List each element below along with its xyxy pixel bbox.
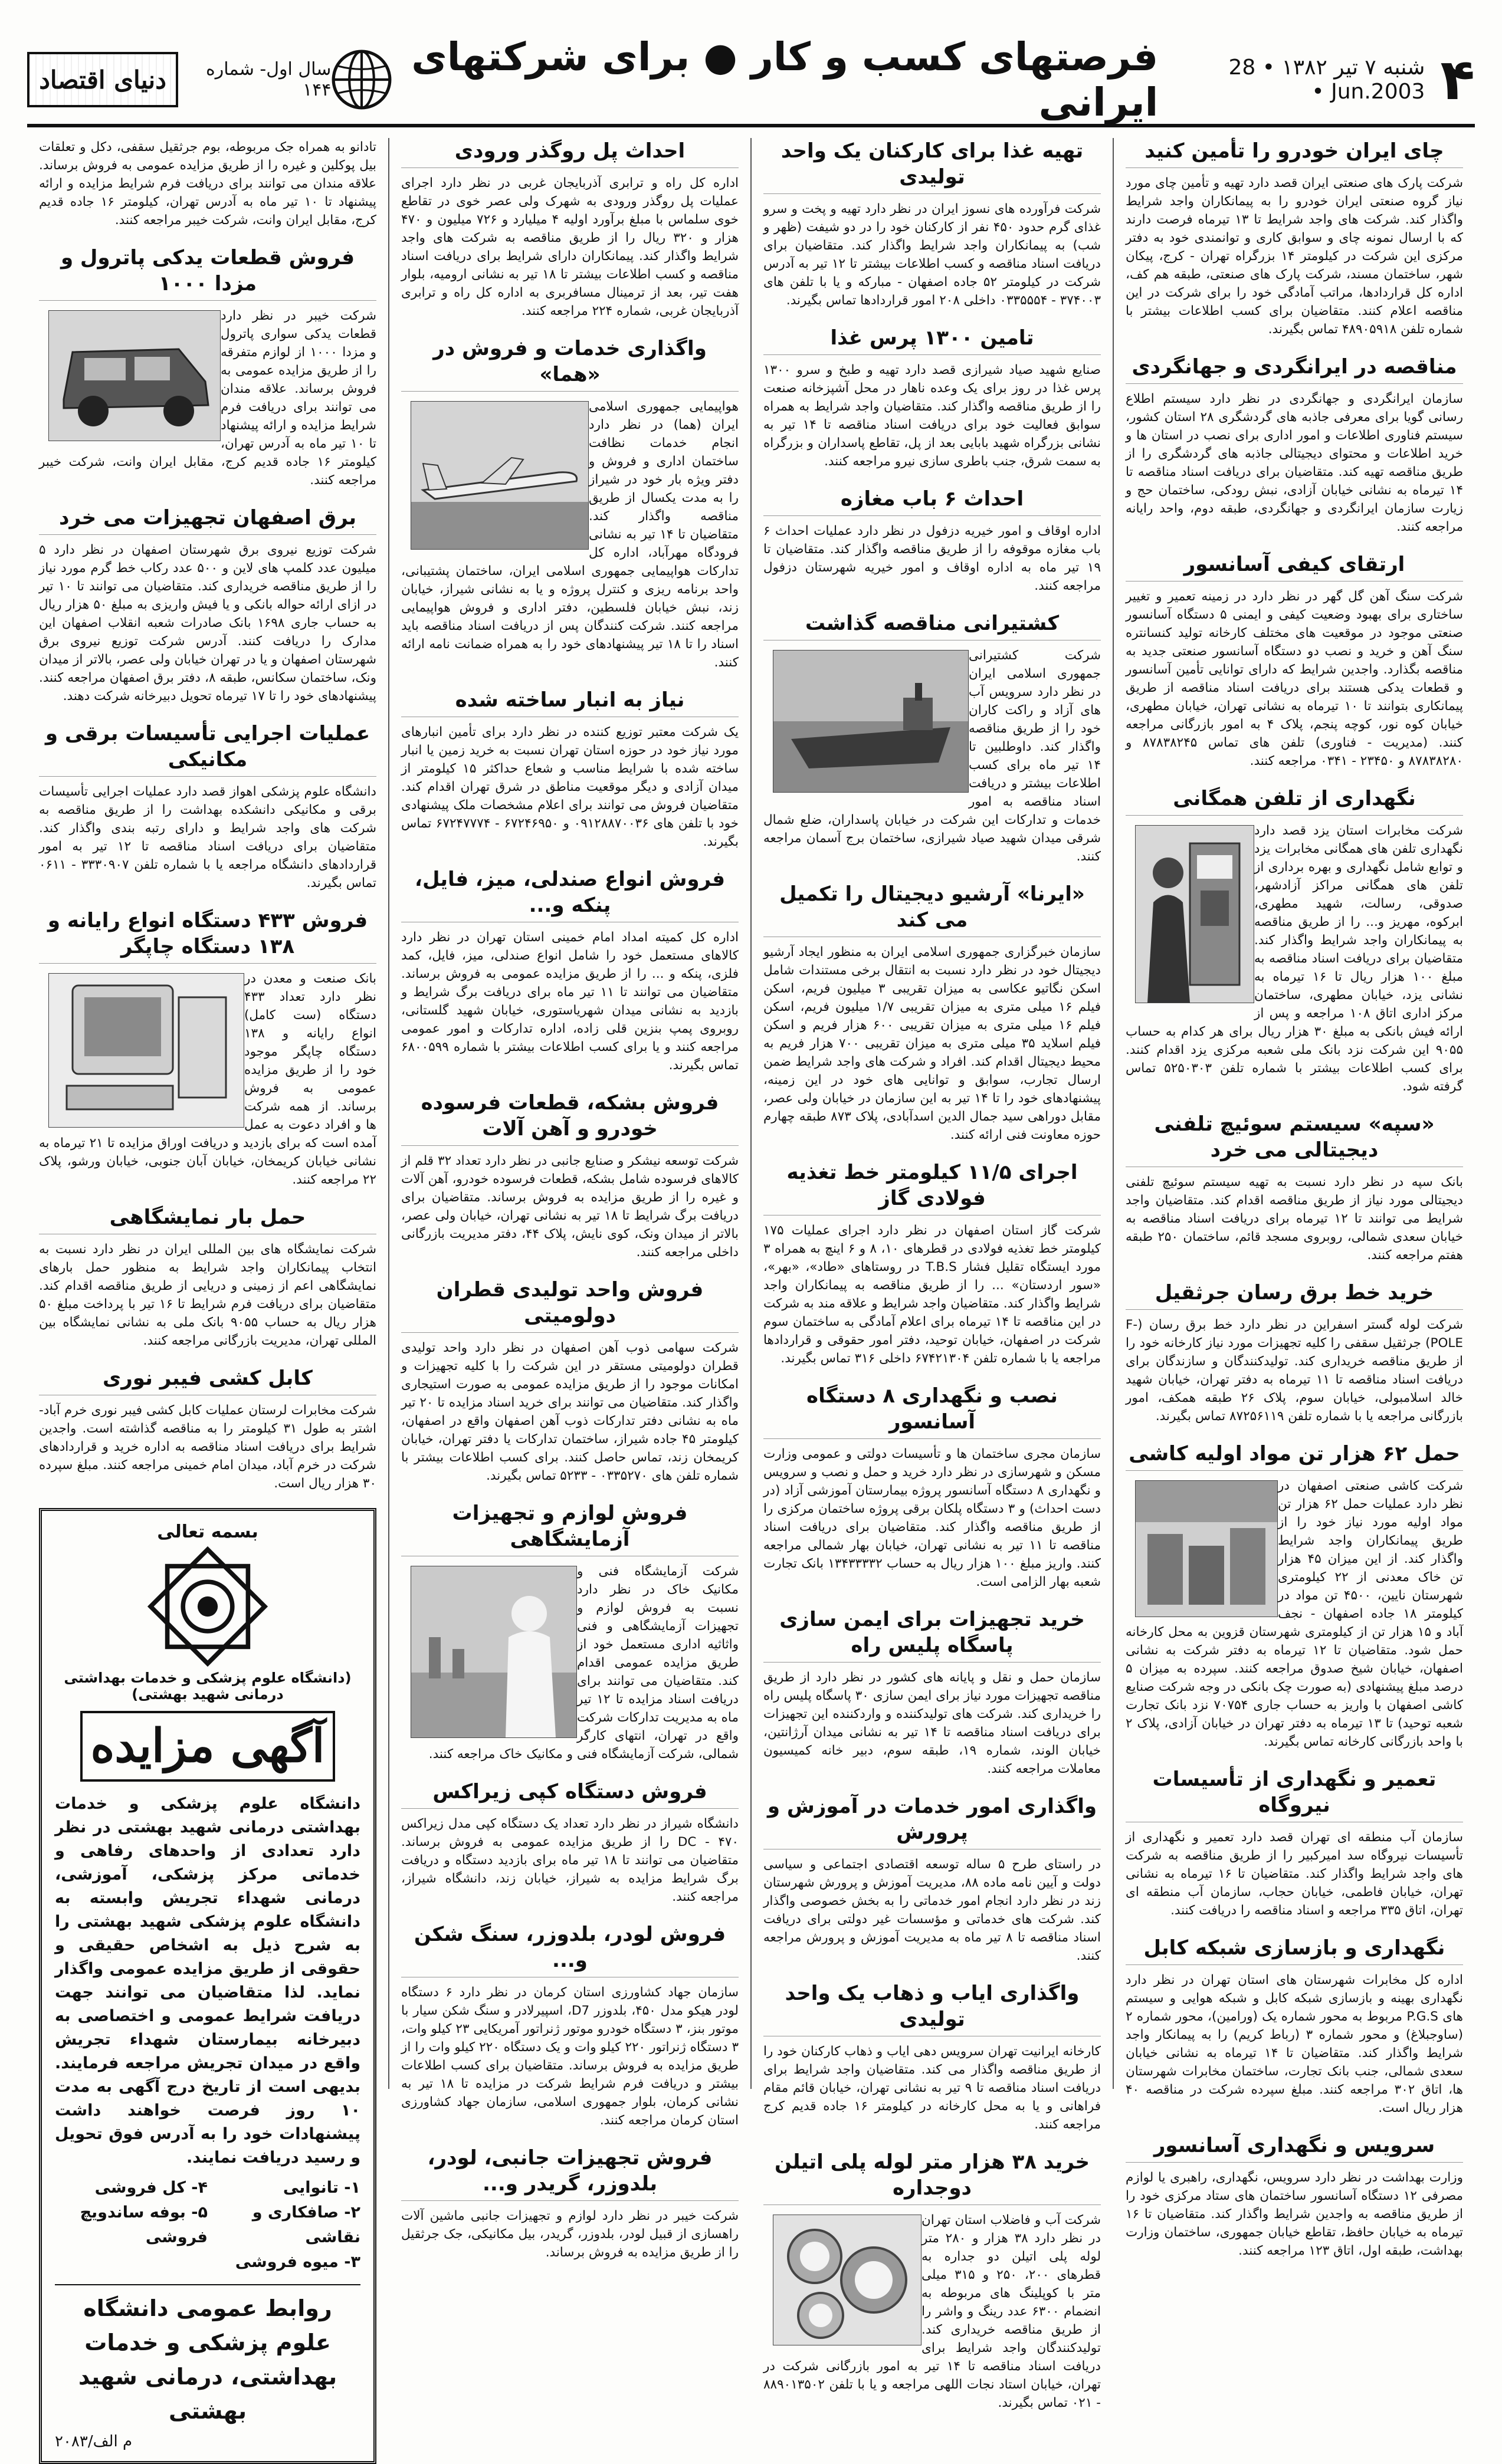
auction-notice-box [39, 1508, 376, 2464]
article-title: فروش انواع صندلی، میز، فایل، پنکه و... [401, 866, 739, 922]
article-title: مناقصه در ایرانگردی و جهانگردی [1126, 354, 1463, 384]
article-body: شرکت گاز استان اصفهان در نظر دارد اجرای عملیات ۱۷۵ کیلومتر خط تغذیه فولادی در قطرهای ۱۰، ۸ و ۶ اینچ به همراه ۳ مورد ایستگاه تقلیل فشار T.B.S در روستاهای «طاد»، «بهر»، «سور اردستان» ... را از طریق مناقصه به پیمانکاران واجد شرایط واگذار کند. متقاضیان واجد شرایط و علاقه مند به شرکت در این مناقصه تا ۱۴ تیرماه برای اعلام آمادگی به ساختمان سوم شرکت در اصفهان، خیابان توحید، دفتر امور حقوقی و قراردادها مراجعه یا با شماره تلفن ۶۷۴۲۱۳۰۴ داخلی ۳۱۶ تماس بگیرند. [763, 1223, 1101, 1366]
article-patrol-parts [39, 245, 376, 489]
tender-title: آگهی مزایده [80, 1711, 336, 1782]
article-columns [27, 138, 1475, 2450]
ship-photo [773, 650, 969, 793]
article-public-phones [1126, 786, 1463, 1096]
article-cable-network [1126, 1935, 1463, 2117]
article-polyethylene-pipes [763, 2149, 1101, 2412]
article-police-stations [763, 1606, 1101, 1778]
article-body: یک شرکت معتبر توزیع کننده در نظر دارد برای تأمین انبارهای مورد نیاز خود در حوزه استان تهران نسبت به خرید زمین یا انبار ساخته شده با شرایط مناسب و شعاع حداکثر ۱۵ کیلومتر از میدان آزادی و دیگر موقعیت مناطق در شرق تهران اقدام کند. متقاضیان فروش می توانند برای اعلام مشخصات ملک پیشنهادی خود با تلفن های ۰۹۱۲۸۸۷۰۰۳۶ و ۶۷۲۴۶۹۵۰ - ۶۷۲۴۷۷۷۴ تماس بگیرند. [401, 725, 739, 849]
article-body: شرکت توزیع نیروی برق شهرستان اصفهان در نظر دارد ۵ میلیون عدد کلمپ های لاین و ۵۰۰ عدد رکاب خط گرم مورد نیاز را از طریق مناقصه خریداری کند. متقاضیان می توانند تا ۱۰ تیر در ازای ارائه حواله بانکی و یا فیش واریزی به مبلغ ۵۰ هزار ریال به حساب جاری ۱۶۹۸ بانک صادرات شعبه انقلاب اصفهان این مدارک را دریافت کنند. آدرس شرکت توزیع نیروی برق شهرستان اصفهان و یا در تهران خیابان ولی عصر، بالاتر از میدان ونک، ساختمان سکانس، طبقه ۸، دفتر برق اصفهان مراجعه کنند. پیشنهادهای خود را تا ۱۷ تیرماه تحویل دبیرخانه شرکت دهند. [39, 543, 377, 704]
article-title: ارتقای کیفی آسانسور [1126, 551, 1463, 581]
masthead [27, 35, 1475, 127]
article-crane-power-line [1126, 1280, 1463, 1425]
article-irna-archive [763, 881, 1101, 1144]
article-title: فروش بشکه، قطعات فرسوده خودرو و آهن آلات [401, 1090, 739, 1146]
article-title: «ایرنا» آرشیو دیجیتال را تکمیل می کند [763, 881, 1101, 937]
article-body: سازمان ایرانگردی و جهانگردی در نظر دارد سیستم اطلاع رسانی گویا برای معرفی جاذبه های گردشگری ۲۸ استان کشور، سیستم فناوری اطلاعات و امور اداری برای نصب در استان ها و خرید اطلاعات و محتوای دیجیتالی جاذبه های گردشگری را از طریق مناقصه تهیه کند. متقاضیان برای دریافت اسناد مناقصه تا ۱۴ تیرماه به نشانی خیابان آزادی، نبش رودکی، ساختمان حج و زیارت سازمان ایرانگردی و جهانگردی، طبقه دوم، واحد رایانه مراجعه کنند. [1126, 392, 1463, 534]
article-homa-services [401, 336, 739, 672]
article-body: دانشگاه شیراز در نظر دارد تعداد یک دستگاه کپی مدل زیراکس ۴۷۰ - DC را از طریق مزایده عمومی به فروش برساند. متقاضیان می توانند تا ۱۸ تیر ماه برای بازدید دستگاه و دریافت برگ شرایط مزایده به شیراز، خیابان زند، دانشگاه شیراز، مراجعه کنند. [401, 1816, 739, 1904]
masthead-right [1158, 47, 1475, 113]
article-title: «سپه» سیستم سوئیچ تلفنی دیجیتالی می خرد [1126, 1111, 1463, 1167]
article-title: سرویس و نگهداری آسانسور [1126, 2133, 1463, 2163]
article-body: شرکت لوله گستر اسفراین در نظر دارد خط برق رسان (F-POLE) جرثقیل سقفی را کلیه تجهیزات مورد نیاز کارخانه خود را از طریق مناقصه خریداری کند. تولیدکنندگان و سازندگان برای دریافت اسناد مناقصه تا ۱۱ تیرماه به دفتر تهران، خیابان شهید خالد اسلامبولی، خیابان سوم، پلاک ۲۶ طبقه همکف، امور بازرگانی مراجعه یا با شماره تلفن ۸۷۲۵۶۱۱۹ تماس بگیرند. [1126, 1318, 1463, 1424]
factory-image-icon [1136, 1481, 1277, 1617]
article-power-plant [1126, 1766, 1463, 1920]
article-title: واگذاری خدمات و فروش در «هما» [401, 336, 739, 392]
article-body: بانک سپه در نظر دارد نسبت به تهیه سیستم سوئیچ تلفنی دیجیتالی مورد نیاز از طریق مناقصه اقدام کند. متقاضیان واجد شرایط می توانند تا ۱۲ تیرماه برای دریافت اسناد مناقصه به خیابان سعدی شمالی، روبروی مسجد قائم، ساختمان ۲۵۰ طبقه هفتم مراجعه کنند. [1126, 1175, 1463, 1263]
section-title: فرصتهای کسب و کار ● برای شرکتهای ایرانی [411, 34, 1159, 125]
tender-item: ۱- تانوایی [283, 2179, 360, 2197]
article-title: واگذاری امور خدمات در آموزش و پرورش [763, 1793, 1101, 1849]
article-fiber-optic [39, 1365, 376, 1493]
airplane-photo [411, 401, 589, 550]
article-body: شرکت آب و فاضلاب استان تهران در نظر دارد ۳۸ هزار و ۲۸۰ متر لوله پلی اتیلن دو جداره به قطرهای ۲۰۰، ۲۵۰ و ۳۱۵ میلی متر با کوپلینگ های مربوطه به انضمام ۶۳۰۰ عدد رینگ و واشر را از طریق مناقصه خریداری کند. تولیدکنندگان واجد شرایط برای دریافت اسناد مناقصه تا ۱۴ تیر به امور بازرگانی شرکت در تهران، خیابان استاد نجات اللهی مراجعه و یا با تلفن ۸۸۹۰۱۳۵۰۲ - ۰۲۱ تماس بگیرند. [763, 2213, 1101, 2410]
article-shipping-tender [763, 610, 1101, 866]
suv-photo [48, 310, 221, 441]
article-title: عملیات اجرایی تأسیسات برقی و مکانیکی [39, 721, 376, 777]
article-warehouse [401, 687, 739, 851]
article-body: سازمان حمل و نقل و پایانه های کشور در نظر دارد از طریق مناقصه تجهیزات مورد نیاز برای ایمن سازی ۳۰ پاسگاه پلیس راه را خریداری کند. شرکت های تولیدکننده و واردکننده این تجهیزات برای دریافت اسناد مناقصه تا ۱۴ تیر به نشانی میدان آرژانتین، خیابان الوند، شماره ۱۹، طبقه سوم، دبیر خانه کمیسیون معاملات مراجعه کنند. [763, 1670, 1101, 1776]
article-title: نیاز به انبار ساخته شده [401, 687, 739, 717]
article-title: نگهداری از تلفن همگانی [1126, 786, 1463, 816]
article-title: واگذاری ایاب و ذهاب یک واحد تولیدی [763, 1980, 1101, 2036]
article-gas-pipeline [763, 1159, 1101, 1368]
column-3 [388, 138, 750, 2260]
article-title: خرید تجهیزات برای ایمن سازی پاسگاه پلیس راه [763, 1606, 1101, 1663]
laboratory-image-icon [411, 1566, 576, 1737]
tender-item: ۳- میوه فروشی [235, 2253, 360, 2271]
article-electrical-works [39, 721, 376, 892]
article-body: کارخانه ایرانیت تهران سرویس دهی ایاب و ذهاب کارکنان خود را از طریق مناقصه واگذار می کند. متقاضیان واجد شرایط برای دریافت اسناد مناقصه تا ۹ تیر به نشانی تهران، خیابان قائم مقام فراهانی و یا به محل کارخانه در کیلومتر ۱۶ جاده قدیم کرج مراجعه کنند. [763, 2044, 1101, 2132]
article-equipment-sale [401, 2145, 739, 2262]
article-title: فروش لودر، بلدوزر، سنگ شکن و... [401, 1921, 739, 1977]
globe-icon [331, 49, 392, 110]
column-1 [1113, 138, 1475, 2258]
article-title: برق اصفهان تجهیزات می خرد [39, 505, 376, 535]
article-1300-meals [763, 325, 1101, 471]
article-title: خرید ۳۸ هزار متر لوله پلی اتیلن دوجداره [763, 2149, 1101, 2205]
article-tile-materials [1126, 1441, 1463, 1751]
laboratory-photo [411, 1566, 577, 1738]
article-education-services [763, 1793, 1101, 1965]
article-title: نگهداری و بازسازی شبکه کابل [1126, 1935, 1463, 1965]
article-body: سازمان جهاد کشاورزی استان کرمان در نظر دارد ۶ دستگاه لودر هیکو مدل ۴۵۰، بلدوزر D7، اسپیرلادر و سنگ شکن سیار با موتور بنز، ۳ دستگاه خودرو موتور ژنراتور آمریکایی ۲۳ کیلو وات، ۳ دستگاه ژنراتور ۲۲۰ کیلو وات و یک دستگاه ۲۲۰ کیلو وات را از طریق مزایده به فروش برساند. متقاضیان برای کسب اطلاعات بیشتر و دریافت فرم شرایط شرکت در مزایده تا ۱۸ تیر به نشانی کرمان، بلوار جمهوری اسلامی، سازمان جهاد کشاورزی استان کرمان مراجعه کنند. [401, 1985, 739, 2128]
article-title: فروش لوازم و تجهیزات آزمایشگاهی [401, 1500, 739, 1556]
article-commute-service [763, 1980, 1101, 2134]
article-body: اداره کل راه و ترابری آذربایجان غربی در نظر دارد اجرای عملیات پل روگذر ورودی به شهرک ولی عصر خوی در تقاطع خوی سلماس با مبلغ برآورد اولیه ۴ میلیارد و ۷۲۶ میلیون و ۴۷۰ هزار و ۳۲۰ ریال را از طریق مناقصه به شرکت های واجد شرایط واگذار کند. پیمانکاران دارای شرایط برای دریافت اسناد مناقصه و کسب اطلاعات بیشتر تا ۱۸ تیر به نشانی ارومیه، بلوار هفت تیر، بعد از ترمینال مسافربری به اداره کل راه و ترابری آذربایجان غربی، شماره ۲۲۴ مراجعه کنند. [401, 176, 739, 318]
article-body: شرکت کاشی صنعتی اصفهان در نظر دارد عملیات حمل ۶۲ هزار تن مواد اولیه مورد نیاز خود را از طریق پیمانکاران واجد شرایط واگذار کند. از این میزان ۴۵ هزار تن خاک معدنی از ۲۲ کیلومتری شهرستان نایین، ۴۵۰۰ تن مواد در کیلومتر ۱۸ جاده اصفهان - نجف آباد و ۱۵ هزار تن از کیلومتری شهرستان قزوین به محل کارخانه حمل شود. متقاضیان تا ۱۲ تیرماه به دفتر شرکت به نشانی اصفهان، خیابان شیخ صدوق مراجعه کنند. سپرده به میزان ۵ درصد مبلغ پیشنهادی (به صورت چک بانکی در وجه شرکت صنایع کاشی اصفهان با واریز به حساب جاری ۷۰۷۵۴ نزد بانک تجارت شعبه توحید) تا ۱۳ تیرماه به دفتر تهران در خیابان آزادی، پلاک ۲ با واحد بازرگانی کارخانه تماس بگیرند. [1126, 1479, 1464, 1749]
article-title: تهیه غذا برای کارکنان یک واحد تولیدی [763, 138, 1101, 194]
tender-item: ۲- صافکاری و نقاشی [252, 2203, 360, 2246]
article-body: اداره کل کمیته امداد امام خمینی استان تهران در نظر دارد کالاهای مستعمل خود را شامل انواع صندلی، میز، فایل، کمد فلزی، پنکه و ... را از طریق مزایده عمومی به فروش برساند. متقاضیان می توانند تا ۱۱ تیر ماه برای دریافت برگ شرایط و بازدید به نشانی میدان شهریاستوری، خیابان شهید گلستانی، روبروی پمپ بنزین قلی زاده، اداره تدارکات و امور عمومی مراجعه کنند و یا برای کسب اطلاعات بیشتر با شماره ۶۸۰۰۵۹۹ تماس بگیرند. [401, 930, 739, 1073]
article-overpass [401, 138, 739, 320]
article-title: نصب و نگهداری ۸ دستگاه آسانسور [763, 1383, 1101, 1439]
article-body: شرکت پارک های صنعتی ایران قصد دارد تهیه و تأمین چای مورد نیاز گروه صنعتی ایران خودرو را به پیمانکاران واجد شرایط واگذار کند. شرکت های واجد شرایط تا ۱۳ تیرماه فرصت دارند که با ارسال نمونه چای و سوابق کاری و توانمندی خود به دفتر مرکزی این شرکت در کیلومتر ۱۴ بزرگراه تهران - کرج، پیکان شهر، ساختمان مسند، شرکت پارک های صنعتی، طبقه هم کف، اداره کل قراردادها، مراتب آمادگی خود را برای شرکت در این مناقصه اعلام کنند. متقاضیان برای کسب اطلاعات بیشتر با شماره تلفن ۴۸۹۰۵۹۱۸ تماس بگیرند. [1126, 176, 1463, 337]
article-title: کشتیرانی مناقصه گذاشت [763, 610, 1101, 640]
computer-photo [48, 973, 244, 1128]
tender-heading: بسمه تعالی [157, 1522, 258, 1542]
article-body: تادانو به همراه جک مربوطه، بوم جرثقیل سقفی، دکل و تعلقات بیل پوکلین و غیره را از طریق مزایده عمومی به فروش برساند. علاقه مندان می توانند برای دریافت فرم شرایط مزایده و ارائه پیشنهاد تا ۱۰ تیر ماه به آدرس تهران، کیلومتر ۱۶ جاده قدیم کرج، مقابل ایران وانت، شرکت خیبر مراجعه کنند. [39, 140, 376, 228]
masthead-left [27, 52, 331, 107]
page-number: ۴ [1440, 47, 1475, 113]
masthead-center [331, 34, 1158, 125]
article-body: سازمان مجری ساختمان ها و تأسیسات دولتی و عمومی وزارت مسکن و شهرسازی در نظر دارد خرید و حمل و نصب و سرویس و نگهداری ۸ دستگاه آسانسور پروژه بیمارستان آموزشی آزاد (در دست احداث) و ۳ دستگاه پلکان برقی پروژه ساختمان مرکزی را از طریق مناقصه واگذار کند. متقاضیان برای دریافت اسناد مناقصه تا ۱۱ تیر به نشانی تهران، خیابان بهار شمالی مراجعه کنند. واریز مبلغ ۱۰۰ هزار ریال به حساب ۱۳۴۳۳۳۳۲ بانک تجارت شعبه بهار الزامی است. [763, 1447, 1101, 1589]
tender-item: ۴- کل فروشی [94, 2179, 208, 2197]
article-title: احداث ۶ باب مغازه [763, 486, 1101, 516]
column-4 [27, 138, 388, 2450]
article-xerox-sale [401, 1779, 739, 1906]
tender-signature: روابط عمومی دانشگاه علوم پزشکی و خدمات بهداشتی، درمانی شهید بهشتی [55, 2284, 360, 2428]
article-body: شرکت خیبر در نظر دارد لوازم و تجهیزات جانبی ماشین آلات راهسازی از قبیل لودر، بلدوزر، گریدر، بیل مکانیکی، جک جرثقیل را از طریق مزایده به فروش برساند. [401, 2209, 739, 2260]
tender-code: ۲۰۸۳/م الف [55, 2433, 133, 2450]
article-body: شرکت نمایشگاه های بین المللی ایران در نظر دارد نسبت به انتخاب پیمانکاران واجد شرایط به منظور حمل بارهای نمایشگاهی اعم از زمینی و دریایی از طریق مناقصه اقدام کند. متقاضیان برای دریافت فرم شرایط تا ۱۶ تیر با پرداخت مبلغ ۵۰ هزار ریال به حساب ۹۰۵۵ بانک ملی به نشانی نمایشگاه بین المللی تهران، مدیریت بازرگانی مراجعه کنند. [39, 1242, 377, 1348]
article-body: شرکت کشتیرانی جمهوری اسلامی ایران در نظر دارد سرویس آب های آزاد و راکت کاران خود را از طریق مناقصه واگذار کند. داوطلبین تا ۱۴ تیر ماه برای کسب اطلاعات بیشتر و دریافت اسناد مناقصه به امور خدمات و تدارکات این شرکت در خیابان پاسداران، ضلع شمال شرقی میدان شهید صیاد شیرازی، ساختمان برج آسمان مراجعه کنند. [763, 648, 1101, 864]
tender-items-list [55, 2176, 360, 2275]
tender-organization: (دانشگاه علوم پزشکی و خدمات بهداشتی درمانی شهید بهشتی) [64, 1670, 352, 1703]
article-tourism-tender [1126, 354, 1463, 536]
article-scrap-sale [401, 1090, 739, 1261]
article-body: صنایع شهید صیاد شیرازی قصد دارد تهیه و طبخ و سرو ۱۳۰۰ پرس غذا در روز برای یک وعده ناهار در محل آشپزخانه صنعت را از طریق مناقصه واگذار کند. متقاضیان واجد شرایط به همراه سوابق فعالیت خود برای دریافت اسناد مناقصه تا ۱۴ تیر به نشانی بزرگراه شهید بابایی بعد از پل، تقاطع پاسداران و بزرگراه به سمت شرق، جنب باطری سازی نیرو مراجعه کنند. [763, 363, 1101, 469]
article-title: حمل بار نمایشگاهی [39, 1204, 376, 1234]
article-title: اجرای ۱۱/۵ کیلومتر خط تغذیه فولادی گاز [763, 1159, 1101, 1215]
article-crane-continued [39, 138, 376, 229]
computer-image-icon [49, 974, 244, 1127]
article-title: حمل ۶۲ هزار تن مواد اولیه کاشی [1126, 1441, 1463, 1471]
article-tea-iran-khodro [1126, 138, 1463, 339]
article-six-shops [763, 486, 1101, 595]
tender-body: دانشگاه علوم پزشکی و خدمات بهداشتی درمانی شهید بهشتی در نظر دارد تعدادی از واحدهای رفاهی و خدماتی مرکز پزشکی، آموزشی، درمانی شهداء تجریش وابسته به دانشگاه علوم پزشکی شهید بهشتی را به شرح ذیل به اشخاص حقیقی و حقوقی از طریق مزایده عمومی واگذار نماید. لذا متقاضیان می توانند جهت دریافت شرایط عمومی و اختصاصی به دبیرخانه بیمارستان شهداء تجریش واقع در میدان تجریش مراجعه فرمایند. بدیهی است از تاریخ درج آگهی به مدت ۱۰ روز فرصت خواهند داشت پیشنهادات خود را به آدرس فوق تحویل و رسید دریافت نمایند. [55, 1795, 360, 2167]
article-title: احداث پل روگذر ورودی [401, 138, 739, 168]
pipes-image-icon [773, 2215, 921, 2345]
column-2 [750, 138, 1113, 2410]
article-body: سازمان خبرگزاری جمهوری اسلامی ایران به منظور ایجاد آرشیو دیجیتال خود در نظر دارد نسبت به انتقال برخی مستندات شامل اسکن نگاتیو عکاسی به میزان تقریبی ۳ میلیون فریم، اسکن فیلم ۱۶ میلی متری به میزان تقریبی ۱/۷ میلیون فریم، اسکن فیلم ۱۶ میلی متری به میزان تقریبی ۶۰۰ هزار فریم و اسکن فیلم اسلاید ۳۵ میلی متری به میزان تقریبی ۷۰۰ هزار فریم به محیط دیجیتال اقدام کند. افراد و شرکت های واجد شرایط ضمن ارسال تجارب، سوابق و توانایی های خود در این زمینه، پیشنهادهای خود را تا ۱۴ تیر به این سازمان در خیابان ولی عصر، مقابل دوراهی سید جمال الدین اسدآبادی، پلاک ۸۷۳ طبقه چهارم حوزه معاونت فنی ارائه کنند. [763, 945, 1101, 1142]
article-body: شرکت سهامی ذوب آهن اصفهان در نظر دارد واحد تولیدی قطران دولومیتی مستقر در این شرکت را با کلیه تجهیزات و امکانات موجود را از طریق مزایده عمومی به صورت استیجاری واگذار کند. متقاضیان می توانند برای خرید اسناد مزایده تا ۲۰ تیر ماه به نشانی دفتر تدارکات ذوب آهن اصفهان واقع در اصفهان، کیلومتر ۴۵ جاده شیراز، ساختمان تدارکات یا دفتر تهران، خیابان کریمخان زند، تماس حاصل کنند. برای کسب اطلاعات بیشتر با شماره تلفن های ۰۳۳۵۲۷۰ - ۵۲۳۳ تماس بگیرند. [401, 1341, 739, 1483]
article-title: فروش واحد تولیدی قطران دولومیتی [401, 1277, 739, 1333]
article-elevator-upgrade [1126, 551, 1463, 770]
issue-number: سال اول- شماره ۱۴۴ [206, 59, 332, 100]
tender-item: ۵- بوفه ساندویچ فروشی [80, 2203, 208, 2246]
article-title: تامین ۱۳۰۰ پرس غذا [763, 325, 1101, 355]
article-title: فروش دستگاه کپی زیراکس [401, 1779, 739, 1809]
article-title: فروش ۴۳۳ دستگاه انواع رایانه و ۱۳۸ دستگاه چاپگر [39, 908, 376, 964]
article-furniture-sale [401, 866, 739, 1075]
tile-factory-photo [1135, 1480, 1278, 1617]
article-body: شرکت خیبر در نظر دارد قطعات یدکی سواری پاترول و مزدا ۱۰۰۰ از لوازم متفرقه را از طریق مزایده عمومی به فروش برساند. علاقه مندان می توانند برای دریافت فرم شرایط مزایده و ارائه پیشنهاد تا ۱۰ تیر ماه به آدرس تهران، کیلومتر ۱۶ جاده قدیم کرج، مقابل ایران وانت، شرکت خیبر مراجعه کنند. [39, 308, 376, 488]
suv-image-icon [49, 311, 220, 441]
university-seal-icon [152, 1550, 264, 1663]
article-body: شرکت مخابرات استان یزد قصد دارد نگهداری تلفن های همگانی مخابرات یزد و توابع شامل نگهداری و بهره برداری از تلفن های همگانی مراکز آزادشهر، صدوقی، رسالت، شهید مطهری، ابرکوه، مهریز و... را از طریق مناقصه به پیمانکاران واجد شرایط واگذار کند. متقاضیان برای دریافت اسناد مناقصه به مبلغ ۱۰۰ هزار ریال تا ۱۶ تیرماه به نشانی یزد، خیابان مطهری، ساختمان مرکز اداری اتاق ۱۰۸ مراجعه و پس از ارائه فیش بانکی به مبلغ ۳۰ هزار ریال برای هر کدام به حساب ۹۰۵۵ این شرکت نزد بانک ملی شعبه مرکزی یزد اقدام کنند. برای کسب اطلاعات بیشتر با شماره تلفن ۵۲۵۰۳۰۳ تماس گرفته شود. [1126, 823, 1464, 1094]
article-lab-equipment [401, 1500, 739, 1763]
issue-date: شنبه ۷ تیر ۱۳۸۲ • 28 Jun.2003 • [1228, 55, 1425, 104]
article-title: خرید خط برق رسان جرثقیل [1126, 1280, 1463, 1310]
article-body: اداره کل مخابرات شهرستان های استان تهران در نظر دارد نگهداری بهینه و بازسازی شبکه کابل و شبکه هوایی و سیستم های P.G.S مربوط به محور شماره یک (ورامین)، محور شماره ۲ (ساوجبلاغ) و محور شماره ۳ (رباط کریم) را به پیمانکار واجد شرایط واگذار کند. متقاضیان تا ۱۴ تیرماه به نشانی خیابان سعدی شمالی، جنب بانک تجارت، ساختمان مخابرات شهرستان ها، اتاق ۳۰۲ مراجعه کنند. مبلغ سپرده شرکت در مناقصه ۴۰ هزار ریال است. [1126, 1973, 1463, 2115]
article-body: دانشگاه علوم پزشکی اهواز قصد دارد عملیات اجرایی تأسیسات برقی و مکانیکی دانشکده بهداشت را از طریق مناقصه به شرکت های واجد شرایط و دارای رتبه بندی واگذار کند. متقاضیان برای دریافت اسناد مناقصه تا ۱۲ تیر به امور قراردادهای دانشگاه مراجعه یا با شماره تلفن ۳۳۳۰۹۰۷ - ۰۶۱۱ تماس بگیرند. [39, 784, 376, 891]
tender-item [55, 2250, 208, 2275]
article-body: وزارت بهداشت در نظر دارد سرویس، نگهداری، راهبری یا لوازم مصرفی ۱۲ دستگاه آسانسور ساختمان های ستاد مرکزی خود را از طریق مناقصه به واجدین شرایط واگذار کند. متقاضیان تا ۱۶ تیرماه به خیابان حافظ، تقاطع خیابان جمهوری، ساختمان وزارت بهداشت، طبقه اول، اتاق ۱۲۳ مراجعه کنند. [1126, 2170, 1463, 2258]
article-title: تعمیر و نگهداری از تأسیسات نیروگاه [1126, 1766, 1463, 1822]
article-body: شرکت توسعه نیشکر و صنایع جانبی در نظر دارد تعداد ۳۲ قلم از کالاهای فرسوده شامل بشکه، قطعات فرسوده خودرو، آهن آلات و غیره را از طریق مزایده به فروش برساند. متقاضیان برای دریافت برگ شرایط تا ۱۸ تیر به نشانی تهران، خیابان ولی عصر، بالاتر از میدان ونک، کوی نایش، پلاک ۴۴، دفتر مدیریت بازرگانی داخلی مراجعه کنند. [401, 1154, 739, 1260]
article-computers-sale [39, 908, 376, 1189]
article-isfahan-power [39, 505, 376, 705]
article-body: شرکت فرآورده های نسوز ایران در نظر دارد تهیه و پخت و سرو غذای گرم حدود ۴۵۰ نفر از کارکنان خود را در دو شیفت (ظهر و شب) به پیمانکاران واجد شرایط واگذار کند. متقاضیان برای دریافت اسناد مناقصه و کسب اطلاعات بیشتر تا ۱۲ تیر به آدرس شرکت در کیلومتر ۵۲ جاده اصفهان - مبارکه و یا با تلفن های ۳۷۴۰۰۳ - ۰۳۳۵۵۵۴ داخلی ۲۰۸ امور قراردادها تماس بگیرند. [763, 202, 1101, 308]
article-title: فروش قطعات یدکی پاترول و مزدا ۱۰۰۰ [39, 245, 376, 301]
payphone-image-icon [1136, 826, 1254, 1003]
article-title: فروش تجهیزات جانبی، لودر، بلدوزر، گریدر و... [401, 2145, 739, 2201]
article-body: اداره اوقاف و امور خیریه دزفول در نظر دارد عملیات احداث ۶ باب مغازه موقوفه را از طریق مناقصه واگذار کند. متقاضیان تا ۱۹ تیر ماه به اداره اوقاف و امور خیریه شهرستان دزفول مراجعه کنند. [763, 524, 1101, 593]
article-title: کابل کشی فیبر نوری [39, 1365, 376, 1395]
article-elevator-service [1126, 2133, 1463, 2260]
airplane-image-icon [411, 402, 588, 549]
article-title: چای ایران خودرو را تأمین کنید [1126, 138, 1463, 168]
article-dolomite-unit [401, 1277, 739, 1485]
newspaper-logo: دنیای اقتصاد [27, 52, 178, 107]
article-body: بانک صنعت و معدن در نظر دارد تعداد ۴۳۳ دستگاه (ست کامل) انواع رایانه و ۱۳۸ دستگاه چاپگر موجود خود را از طریق مزایده عمومی به فروش برساند. از همه شرکت ها و افراد دعوت به عمل آمده است که برای بازدید و دریافت اوراق مزایده تا ۲۱ تیرماه به نشانی خیابان کریمخان، خیابان آبان جنوبی، خیابان ورشو، پلاک ۲۲ مراجعه کنند. [39, 971, 376, 1187]
article-body: هواپیمایی جمهوری اسلامی ایران (هما) در نظر دارد انجام خدمات نظافت ساختمان اداری و فروش و دفتر ویژه بار خود در شیراز را به مدت یکسال از طریق مناقصه واگذار کند. متقاضیان تا ۱۴ تیر به نشانی فرودگاه مهرآباد، اداره کل تدارکات هواپیمایی جمهوری اسلامی ایران، ساختمان پشتیبانی، واحد برنامه ریزی و کنترل پروژه و یا به نشانی شیراز، خیابان زند، نبش خیابان فلسطین، دفتر اداری و فروش هواپیمایی مراجعه کنند. شرکت کنندگان پس از دریافت اسناد مناقصه باید اسناد را تا ۱۸ تیر پیشنهادهای خود را به همراه ضمانت نامه ارائه کنند. [401, 399, 739, 670]
article-loader-sale [401, 1921, 739, 2130]
payphone-photo [1135, 825, 1254, 1003]
article-body: شرکت مخابرات لرستان عملیات کابل کشی فیبر نوری خرم آباد-اشتر به طول ۳۱ کیلومتر را به مناقصه گذاشته است. واجدین شرایط برای دریافت اسناد مناقصه به اداره خرید و قراردادهای شرکت در خرم آباد، میدان امام خمینی مراجعه کنند. مبلغ سپرده ۳۰ هزار ریال است. [39, 1403, 377, 1491]
article-sepah-switch [1126, 1111, 1463, 1264]
article-body: شرکت سنگ آهن گل گهر در نظر دارد در زمینه تعمیر و تغییر ساختاری برای بهبود وضعیت کیفی و ایمنی ۵ دستگاه آسانسور صنعتی موجود در موقعیت های مختلف کارخانه تولید کنسانتره سنگ آهن و خرید و نصب دو دستگاه آسانسور صنعتی جدید به مناقصه بگذارد. واجدین شرایط که دارای توانایی تأمین آسانسور و قطعات یدکی هستند برای دریافت اسناد مناقصه از طریق پیمانکاری بتوانند تا ۱۰ تیرماه به نشانی تهران، خیابان مطهری، خیابان کوه نور، کوچه پنجم، پلاک ۴ به امور بازرگانی مراجعه کنند. (مدیریت - فناوری) تلفن های تماس ۸۷۸۳۸۲۴۵ و ۸۷۸۳۸۲۸۰ و ۲۳۴۵۰ - ۰۳۴۱ مراجعه کنند. [1126, 589, 1464, 768]
article-staff-food [763, 138, 1101, 310]
article-body: شرکت آزمایشگاه فنی و مکانیک خاک در نظر دارد نسبت به فروش لوازم و تجهیزات آزمایشگاهی و فنی واثاثیه اداری مستعمل خود از طریق مزایده عمومی اقدام کند. متقاضیان می توانند برای دریافت اسناد مزایده تا ۱۲ تیر ماه به مدیریت تدارکات شرکت واقع در تهران، انتهای کارگر شمالی، شرکت آزمایشگاه فنی و مکانیک خاک مراجعه کنند. [428, 1564, 739, 1762]
article-body: سازمان آب منطقه ای تهران قصد دارد تعمیر و نگهداری از تأسیسات نیروگاه سد امیرکبیر را از طریق مناقصه به شرکت های واجد شرایط واگذار کند. متقاضیان تا ۱۶ تیرماه به نشانی تهران، خیابان فاطمی، خیابان حجاب، سازمان آب منطقه ای تهران، اتاق ۳۳۵ مراجعه و اسناد مناقصه را دریافت کنند. [1126, 1830, 1463, 1918]
article-body: در راستای طرح ۵ ساله توسعه اقتصادی اجتماعی و سیاسی دولت و آیین نامه ماده ۸۸، مدیریت آموزش و پرورش شهرستان زند در نظر دارد انجام امور خدماتی را به بخش خصوصی واگذار کند. شرکت های خدماتی و مؤسسات غیر دولتی برای دریافت اسناد مناقصه تا ۸ تیر ماه به مدیریت آموزش و پرورش مراجعه کنند. [763, 1857, 1101, 1963]
article-exhibition-freight [39, 1204, 376, 1350]
ship-image-icon [773, 651, 968, 792]
article-eight-elevators [763, 1383, 1101, 1591]
pipes-photo [773, 2215, 921, 2345]
